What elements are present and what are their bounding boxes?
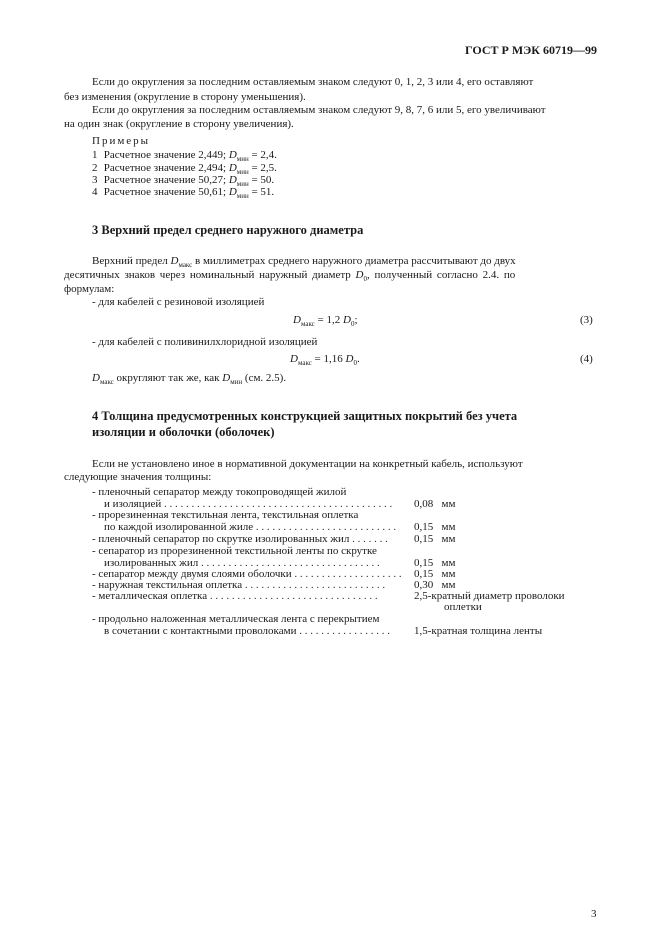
section-4-title-line1: 4 Толщина предусмотренных конструкцией защитных покрытий без учета: [92, 409, 518, 423]
formula-3: $D_{макс} = 1,2$ $D_0$;: [293, 314, 358, 328]
section-3-intro-line1: Верхний предел $D_{макс}$ в миллиметрах среднего наружного диаметра рассчитывают до двух: [92, 255, 516, 269]
list-item: - прорезиненная текстильная лента, текстильная оплетка: [92, 509, 359, 521]
list-value-continued: оплетки: [444, 601, 482, 613]
list-item: - пленочный сепаратор по скрутке изолированных жил . . . . . . .: [92, 533, 388, 545]
list-item: и изоляцией . . . . . . . . . . . . . . . . . . . . . . . . . . . . . . . . . . . . . . . . . .: [104, 498, 393, 510]
example-item: 1 Расчетное значение 2,449; $D_{мин} = 2,4$.: [92, 149, 277, 163]
list-value: 0,15 мм: [414, 533, 456, 545]
list-value: 2,5-кратный диаметр проволоки: [414, 590, 565, 602]
section-3-intro-line3: формулам:: [64, 283, 115, 295]
pvc-cable-label: - для кабелей с поливинилхлоридной изоляцией: [92, 336, 318, 348]
formula-3-number: (3): [580, 314, 593, 326]
rounding-note: $D_{макс}$ округляют так же, как $D_{мин}$ (см. 2.5).: [92, 372, 287, 386]
formula-4-number: (4): [580, 353, 593, 365]
list-value: 0,15 мм: [414, 568, 456, 580]
list-value: 1,5-кратная толщина ленты: [414, 625, 543, 637]
section-4-intro-line1: Если не установлено иное в нормативной документации на конкретный кабель, используют: [92, 458, 523, 470]
example-item: 4 Расчетное значение 50,61; $D_{мин} = 51$.: [92, 186, 275, 200]
rounding-p2-line2: на один знак (округление в сторону увеличения).: [64, 118, 294, 130]
list-item: - сепаратор из прорезиненной текстильной ленты по скрутке: [92, 545, 377, 557]
page-number: 3: [591, 908, 597, 920]
list-value: 0,30 мм: [414, 579, 456, 591]
list-value: 0,08 мм: [414, 498, 456, 510]
rounding-p2-line1: Если до округления за последним оставляемым знаком следуют 9, 8, 7, 6 или 5, его увеличивают: [92, 104, 546, 116]
section-4-title-line2: изоляции и оболочки (оболочек): [92, 425, 275, 439]
list-value: 0,15 мм: [414, 521, 456, 533]
example-item: 3 Расчетное значение 50,27; $D_{мин} = 50$.: [92, 174, 275, 188]
list-item: - пленочный сепаратор между токопроводящей жилой: [92, 486, 347, 498]
list-item: - продольно наложенная металлическая лента с перекрытием: [92, 613, 380, 625]
section-3-intro-line2: десятичных знаков через номинальный наружный диаметр $D_0$, полученный согласно 2.4. по: [64, 269, 516, 283]
list-item: - наружная текстильная оплетка . . . . . . . . . . . . . . . . . . . . . . . . . .: [92, 579, 386, 591]
rounding-p1-line1: Если до округления за последним оставляемым знаком следуют 0, 1, 2, 3 или 4, его оставляют: [92, 76, 534, 88]
section-3-title: 3 Верхний предел среднего наружного диаметра: [92, 223, 364, 237]
document-header: ГОСТ Р МЭК 60719—99: [465, 43, 597, 57]
rubber-cable-label: - для кабелей с резиновой изоляцией: [92, 296, 265, 308]
list-item: изолированных жил . . . . . . . . . . . . . . . . . . . . . . . . . . . . . . . . .: [104, 557, 380, 569]
list-item: по каждой изолированной жиле . . . . . . . . . . . . . . . . . . . . . . . . . .: [104, 521, 397, 533]
list-item: - металлическая оплетка . . . . . . . . . . . . . . . . . . . . . . . . . . . . . . .: [92, 590, 378, 602]
section-4-intro-line2: следующие значения толщины:: [64, 471, 212, 483]
formula-4: $D_{макс} = 1,16$ $D_0$.: [290, 353, 360, 367]
examples-heading: Примеры: [92, 135, 151, 147]
list-value: 0,15 мм: [414, 557, 456, 569]
rounding-p1-line2: без изменения (округление в сторону уменьшения).: [64, 91, 306, 103]
list-item: в сочетании с контактными проволоками . . . . . . . . . . . . . . . . .: [104, 625, 390, 637]
list-item: - сепаратор между двумя слоями оболочки . . . . . . . . . . . . . . . . . . . .: [92, 568, 402, 580]
example-item: 2 Расчетное значение 2,494; $D_{мин} = 2,5$.: [92, 162, 277, 176]
